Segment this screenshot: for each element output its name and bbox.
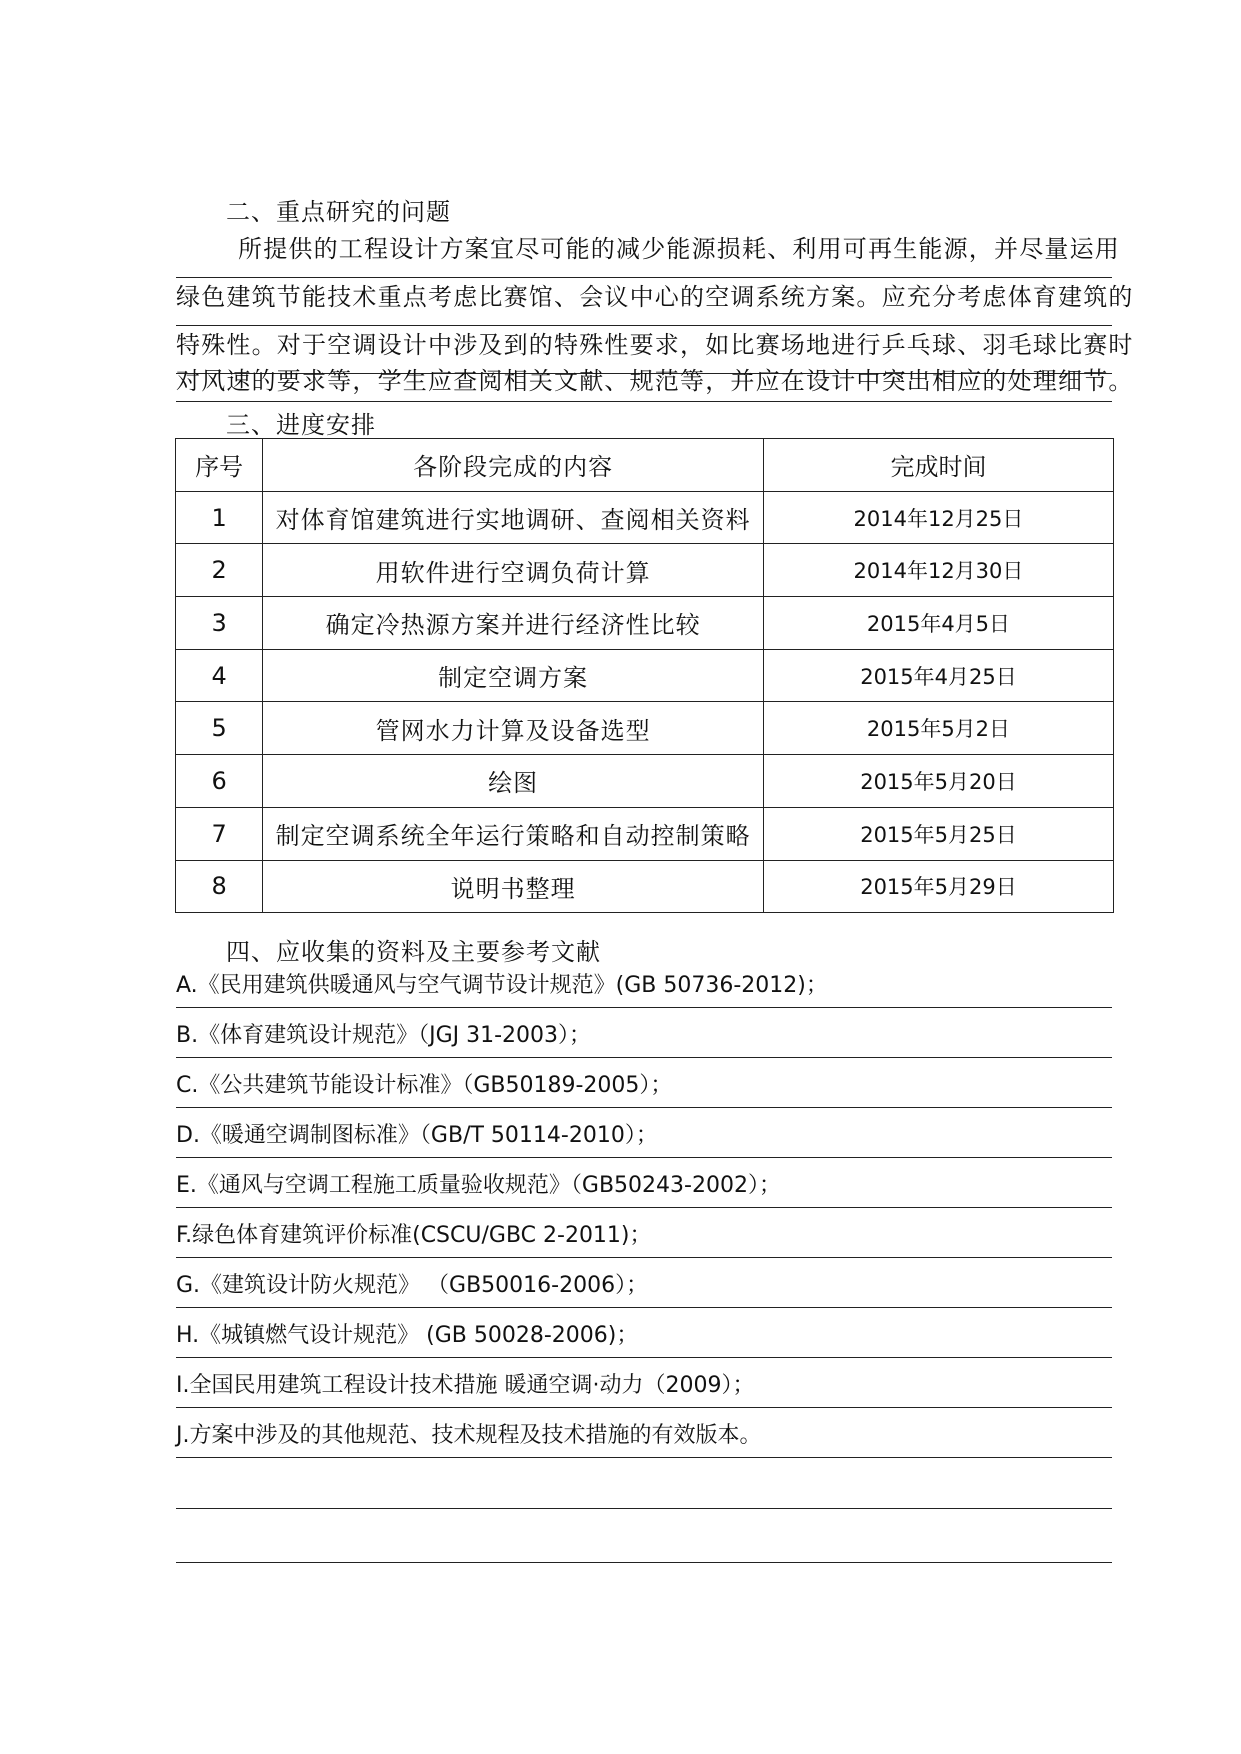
paragraph-line: 绿色建筑节能技术重点考虑比赛馆、会议中心的空调系统方案。应充分考虑体育建筑的 [176,278,1112,326]
row-task: 制定空调方案 [263,649,764,702]
paragraph-line: 所提供的工程设计方案宜尽可能的减少能源损耗、利用可再生能源，并尽量运用 [176,230,1112,278]
row-number: 2 [176,544,263,597]
row-task: 管网水力计算及设备选型 [263,702,764,755]
row-date: 2014年12月30日 [763,544,1113,597]
table-row [176,544,1114,597]
section2-heading: 二、重点研究的问题 [226,198,451,226]
row-date: 2015年4月25日 [763,649,1113,702]
reference-item: E.《通风与空调工程施工质量验收规范》（GB50243-2002）； [176,1168,1112,1208]
reference-item: A.《民用建筑供暖通风与空气调节设计规范》(GB 50736-2012)； [176,968,1112,1008]
blank-rule-line [176,1562,1112,1563]
row-date: 2015年5月2日 [763,702,1113,755]
row-task: 说明书整理 [263,860,764,913]
row-date: 2015年5月25日 [763,807,1113,860]
paragraph-line: 特殊性。对于空调设计中涉及到的特殊性要求，如比赛场地进行乒乓球、羽毛球比赛时 [176,326,1112,374]
reference-item: D.《暖通空调制图标准》（GB/T 50114-2010）； [176,1118,1112,1158]
section4-heading: 四、应收集的资料及主要参考文献 [226,938,601,966]
row-task: 确定冷热源方案并进行经济性比较 [263,597,764,650]
table-row [176,860,1114,913]
table-header-row [176,439,1114,492]
table-row [176,755,1114,808]
row-task: 用软件进行空调负荷计算 [263,544,764,597]
table-row [176,491,1114,544]
table-row [176,597,1114,650]
table-row [176,807,1114,860]
table-row [176,649,1114,702]
schedule-table [175,438,1114,913]
row-task: 制定空调系统全年运行策略和自动控制策略 [263,807,764,860]
row-number: 4 [176,649,263,702]
row-number: 7 [176,807,263,860]
reference-item: B.《体育建筑设计规范》（JGJ 31-2003）； [176,1018,1112,1058]
column-header-time: 完成时间 [763,439,1113,492]
column-header-content: 各阶段完成的内容 [263,439,764,492]
row-number: 1 [176,491,263,544]
row-date: 2015年5月29日 [763,860,1113,913]
reference-item: I.全国民用建筑工程设计技术措施 暖通空调·动力（2009）； [176,1368,1112,1408]
reference-item: F.绿色体育建筑评价标准(CSCU/GBC 2-2011)； [176,1218,1112,1258]
row-number: 8 [176,860,263,913]
blank-rule-line [176,1508,1112,1509]
row-number: 6 [176,755,263,808]
row-number: 5 [176,702,263,755]
row-date: 2015年4月5日 [763,597,1113,650]
table-row [176,702,1114,755]
paragraph-line: 对风速的要求等，学生应查阅相关文献、规范等，并应在设计中突出相应的处理细节。 [176,362,1112,402]
row-number: 3 [176,597,263,650]
reference-item: G.《建筑设计防火规范》 （GB50016-2006）； [176,1268,1112,1308]
row-date: 2014年12月25日 [763,491,1113,544]
row-task: 绘图 [263,755,764,808]
row-task: 对体育馆建筑进行实地调研、查阅相关资料 [263,491,764,544]
reference-item: H.《城镇燃气设计规范》 (GB 50028-2006)； [176,1318,1112,1358]
reference-item: C.《公共建筑节能设计标准》（GB50189-2005）； [176,1068,1112,1108]
reference-item: J.方案中涉及的其他规范、技术规程及技术措施的有效版本。 [176,1418,1112,1458]
section3-heading: 三、进度安排 [226,411,376,439]
row-date: 2015年5月20日 [763,755,1113,808]
column-header-number: 序号 [176,439,263,492]
